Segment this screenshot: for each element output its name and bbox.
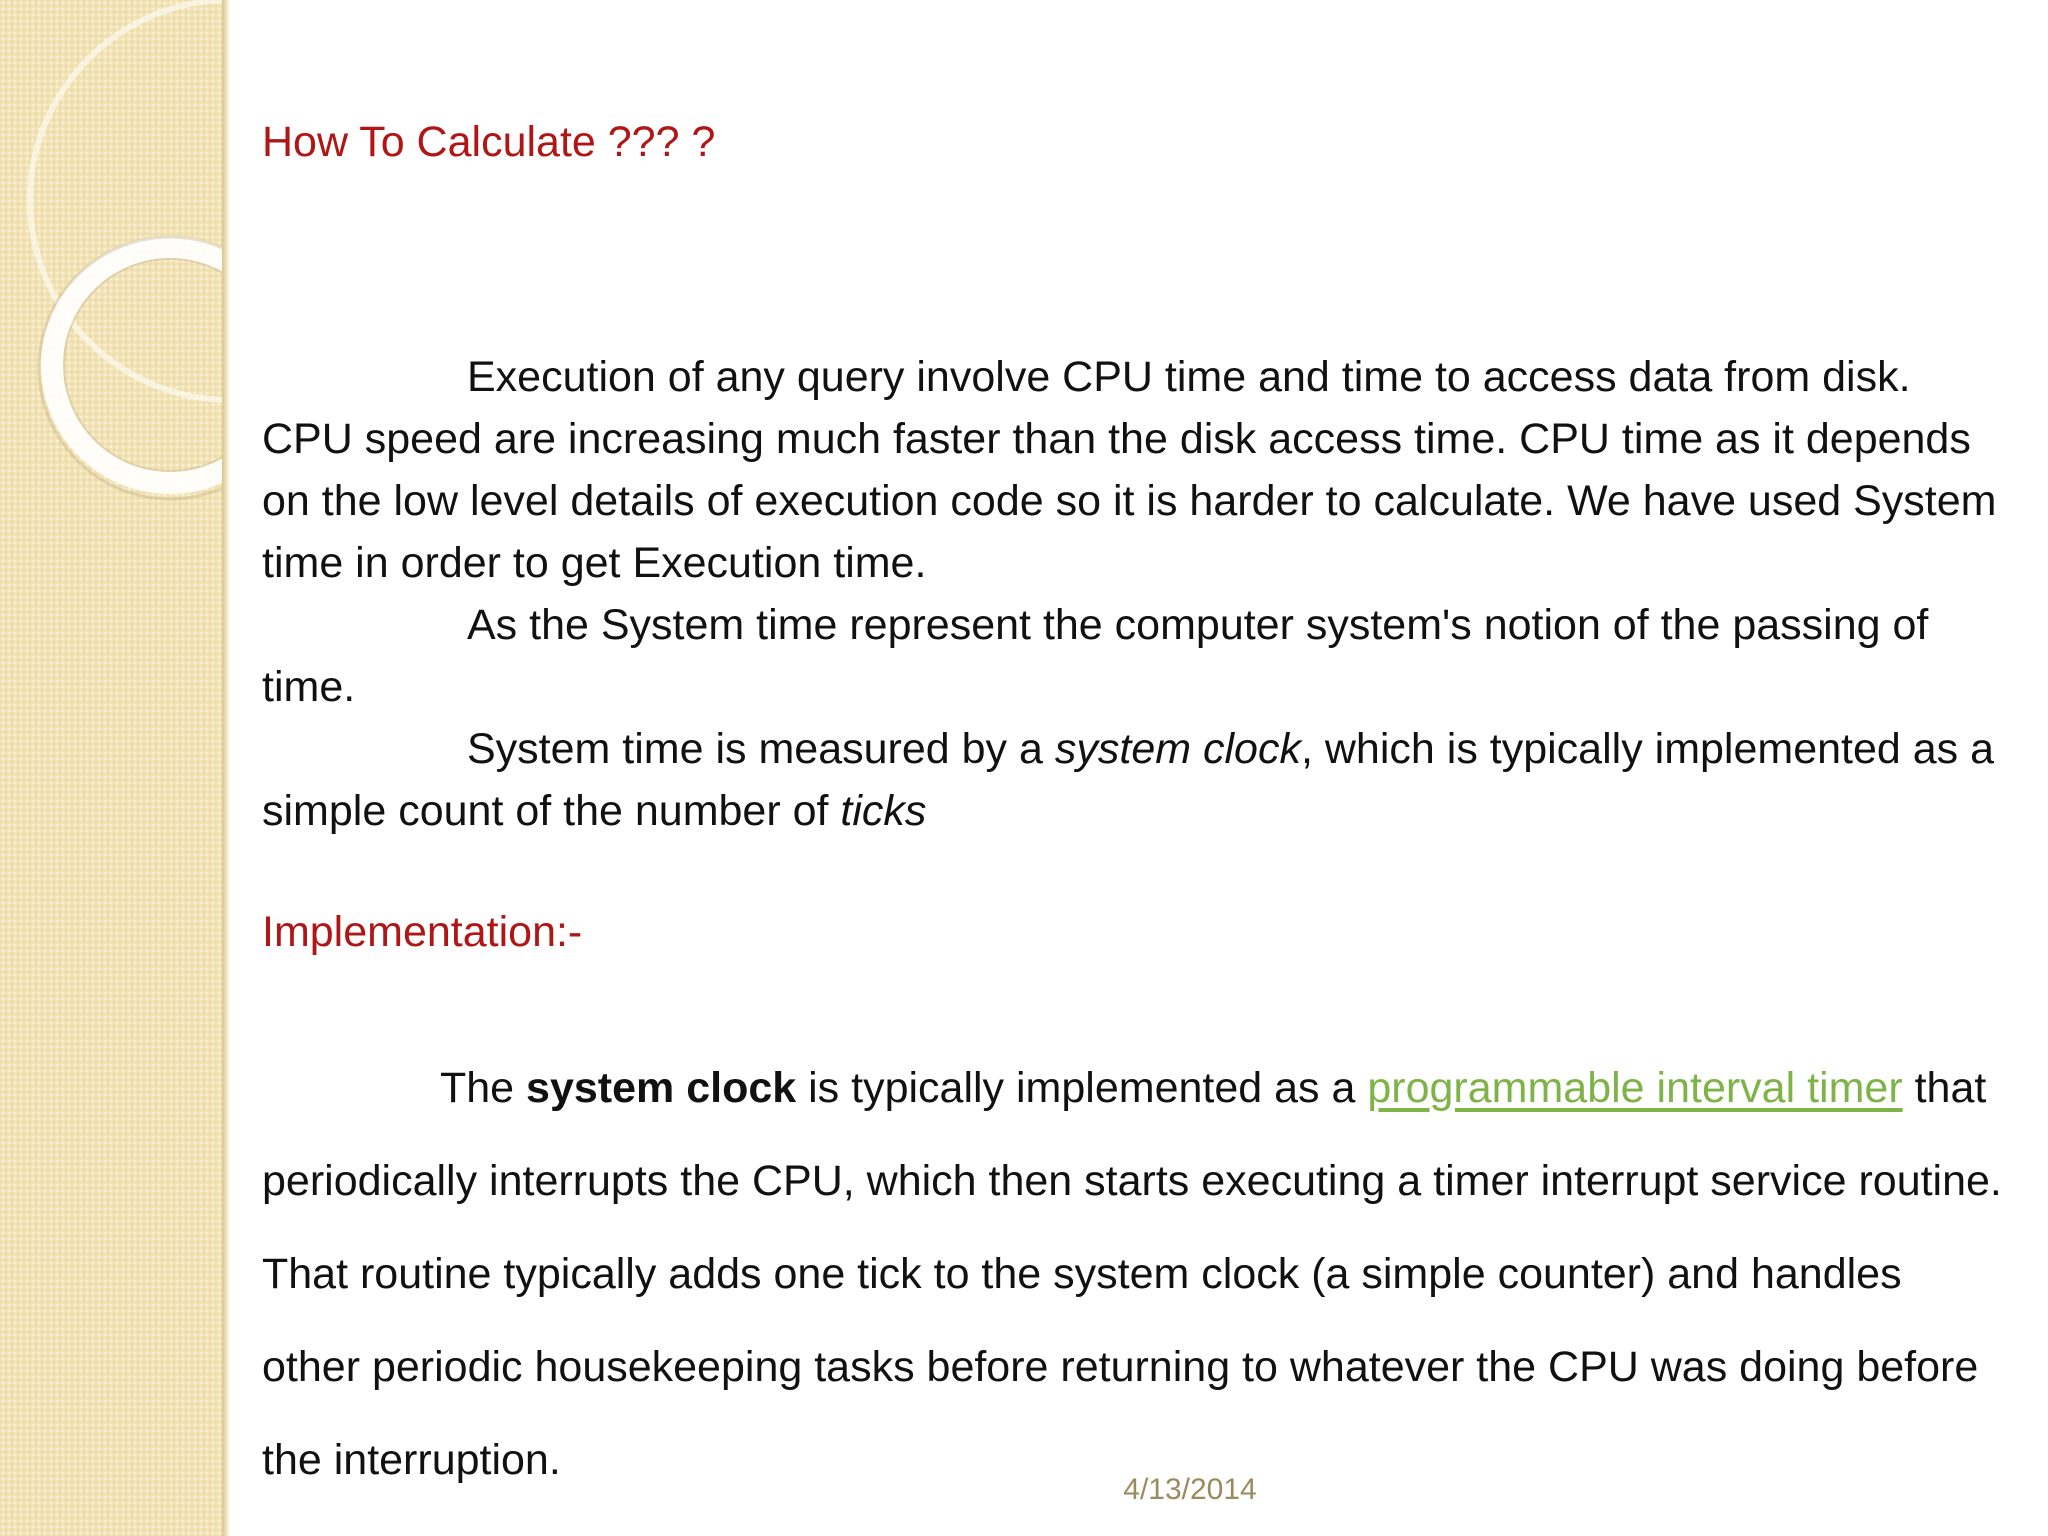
sidebar-edge <box>222 0 230 1536</box>
decorative-rings <box>0 0 228 520</box>
paragraph-system-time-text: As the System time represent the computer system's notion of the passing of time. <box>262 601 1929 711</box>
link-programmable-interval-timer[interactable]: programmable interval timer <box>1367 1064 1903 1112</box>
heading-implementation: Implementation:- <box>262 908 583 956</box>
decorative-sidebar <box>0 0 228 1536</box>
italic-ticks: ticks <box>840 787 927 835</box>
paragraph-execution <box>262 346 2002 594</box>
explanation-block <box>262 346 2002 842</box>
implementation-part3: that periodically interrupts the CPU, which then starts executing a timer interrupt service routine. That routine typically adds one tick to the system clock (a simple counter) and handles other periodic housekeeping tasks before returning to whatever the CPU was doing before the interruption. <box>262 1064 2002 1484</box>
heading-how-to-calculate: How To Calculate ??? ? <box>262 118 716 166</box>
implementation-part1: The <box>440 1064 527 1112</box>
implementation-block <box>262 1042 2002 1507</box>
paragraph-system-clock <box>262 718 2002 842</box>
paragraph-execution-text: Execution of any query involve CPU time and time to access data from disk. CPU speed are increasing much faster than the disk access time. CPU time as it depends on the low level details of execution code so it is harder to calculate. We have used System time in order to get Execution time. <box>262 353 1997 587</box>
paragraph-system-time <box>262 594 2002 718</box>
slide-date: 4/13/2014 <box>1123 1473 1257 1506</box>
small-ring-outer <box>52 247 228 483</box>
paragraph-system-clock-part1: System time is measured by a <box>467 725 1055 773</box>
paragraph-implementation <box>262 1042 2002 1507</box>
implementation-part2: is typically implemented as a <box>796 1064 1368 1112</box>
italic-system-clock: system clock <box>1054 725 1301 773</box>
bold-system-clock: system clock <box>526 1064 797 1112</box>
small-ring-shadow <box>39 237 228 499</box>
paragraph-system-clock-part2: , which is typically implemented as a simple count of the number of <box>262 725 1995 835</box>
